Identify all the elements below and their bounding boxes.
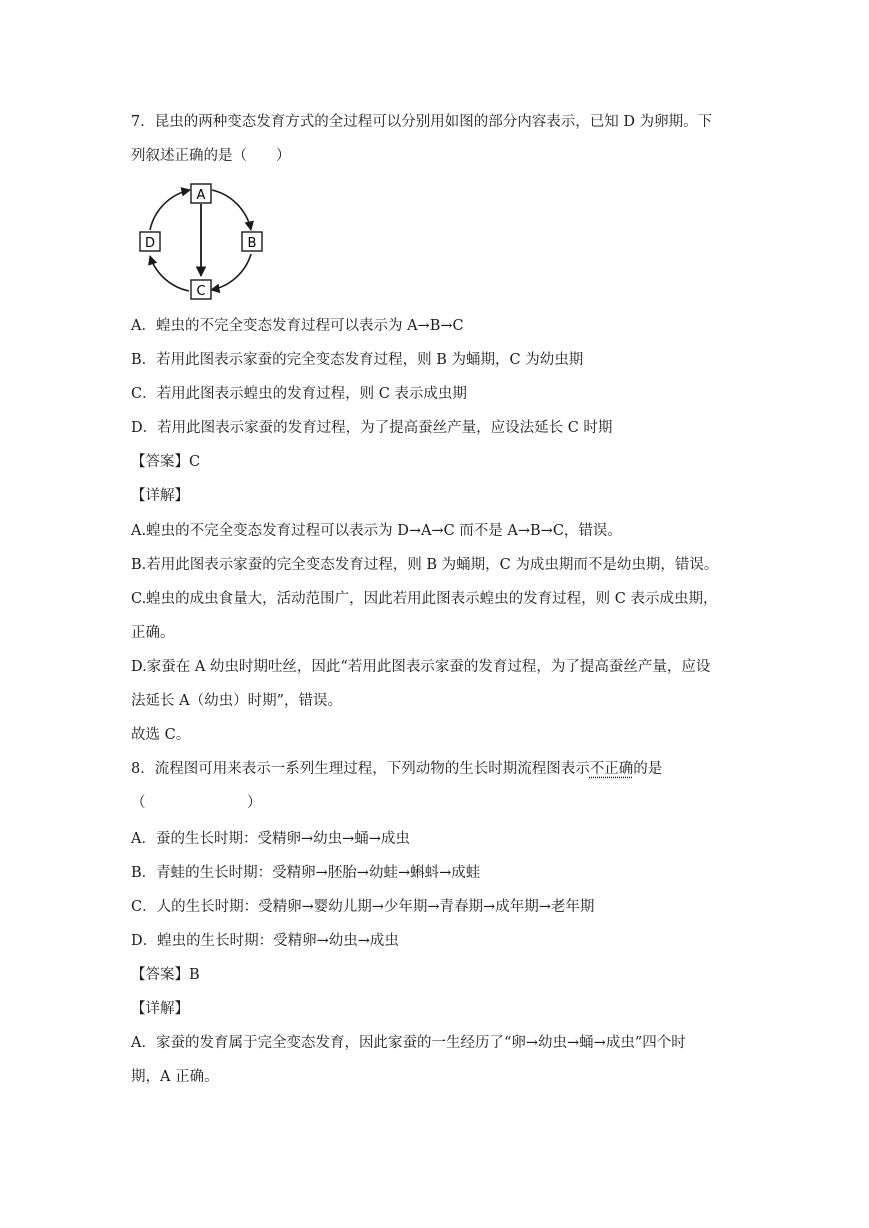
- svg-text:C: C: [196, 284, 206, 299]
- q7-detail-line: B.若用此图表示家蚕的完全变态发育过程，则 B 为蛹期，C 为成虫期而不是幼虫期，错误。: [131, 557, 719, 573]
- arrow-a-to-b: [212, 190, 251, 230]
- arrow-b-to-c: [211, 254, 251, 290]
- q7-detail-line: 法延长 A（幼虫）时期”，错误。: [131, 693, 342, 709]
- q7-stem-line-1: 7．昆虫的两种变态发育方式的全过程可以分别用如图的部分内容表示，已知 D 为卵期。下: [131, 114, 713, 130]
- q7-detail-line: 正确。: [131, 625, 175, 641]
- q8-option-d: D．蝗虫的生长时期：受精卵→幼虫→成虫: [131, 933, 399, 949]
- q7-detail-line: D.家蚕在 A 幼虫时期吐丝，因此“若用此图表示家蚕的发育过程，为了提高蚕丝产量，应设: [131, 659, 711, 675]
- q8-option-c: C．人的生长时期：受精卵→婴幼儿期→少年期→青春期→成年期→老年期: [131, 899, 595, 915]
- q7-answer: 【答案】C: [131, 454, 201, 470]
- q7-option-c: C．若用此图表示蝗虫的发育过程，则 C 表示成虫期: [131, 386, 467, 402]
- q8-stem-line-2: （ ）: [131, 795, 262, 811]
- node-b: [242, 232, 262, 251]
- q7-detail-line: A.蝗虫的不完全变态发育过程可以表示为 D→A→C 而不是 A→B→C，错误。: [131, 523, 622, 539]
- svg-text:B: B: [247, 236, 257, 251]
- q8-stem-emphasis: 不正确: [589, 761, 634, 777]
- svg-text:D: D: [144, 236, 156, 251]
- q8-answer: 【答案】B: [131, 967, 200, 983]
- q7-stem-line-2: 列叙述正确的是（ ）: [131, 148, 291, 164]
- q8-stem-text: 8．流程图可用来表示一系列生理过程，下列动物的生长时期流程图表示: [131, 761, 590, 777]
- q8-detail-line: 期，A 正确。: [131, 1069, 219, 1085]
- q8-stem-text-end: 的是: [633, 761, 663, 777]
- q7-option-a: A．蝗虫的不完全变态发育过程可以表示为 A→B→C: [131, 318, 464, 334]
- node-a: [191, 184, 211, 203]
- q8-option-a: A．蚕的生长时期：受精卵→幼虫→蛹→成虫: [131, 831, 410, 847]
- q7-option-d: D．若用此图表示家蚕的发育过程，为了提高蚕丝产量，应设法延长 C 时期: [131, 420, 613, 436]
- q7-detail-line: C.蝗虫的成虫食量大，活动范围广，因此若用此图表示蝗虫的发育过程，则 C 表示成虫期，: [131, 591, 718, 607]
- node-d: [140, 232, 160, 251]
- arrow-c-to-d: [150, 256, 189, 291]
- arrow-d-to-a: [150, 190, 190, 230]
- q8-detail-title: 【详解】: [131, 1001, 189, 1017]
- svg-text:A: A: [196, 188, 206, 203]
- q7-option-b: B．若用此图表示家蚕的完全变态发育过程，则 B 为蛹期，C 为幼虫期: [131, 352, 584, 368]
- insect-life-cycle-diagram: [138, 180, 270, 304]
- q8-stem-line-1: [131, 759, 662, 779]
- q8-detail-line: A．家蚕的发育属于完全变态发育，因此家蚕的一生经历了“卵→幼虫→蛹→成虫”四个时: [131, 1035, 686, 1051]
- node-c: [191, 280, 211, 299]
- q7-conclusion: 故选 C。: [131, 727, 191, 743]
- q7-detail-title: 【详解】: [131, 488, 189, 504]
- q8-option-b: B．青蛙的生长时期：受精卵→胚胎→幼蛙→蝌蚪→成蛙: [131, 865, 481, 881]
